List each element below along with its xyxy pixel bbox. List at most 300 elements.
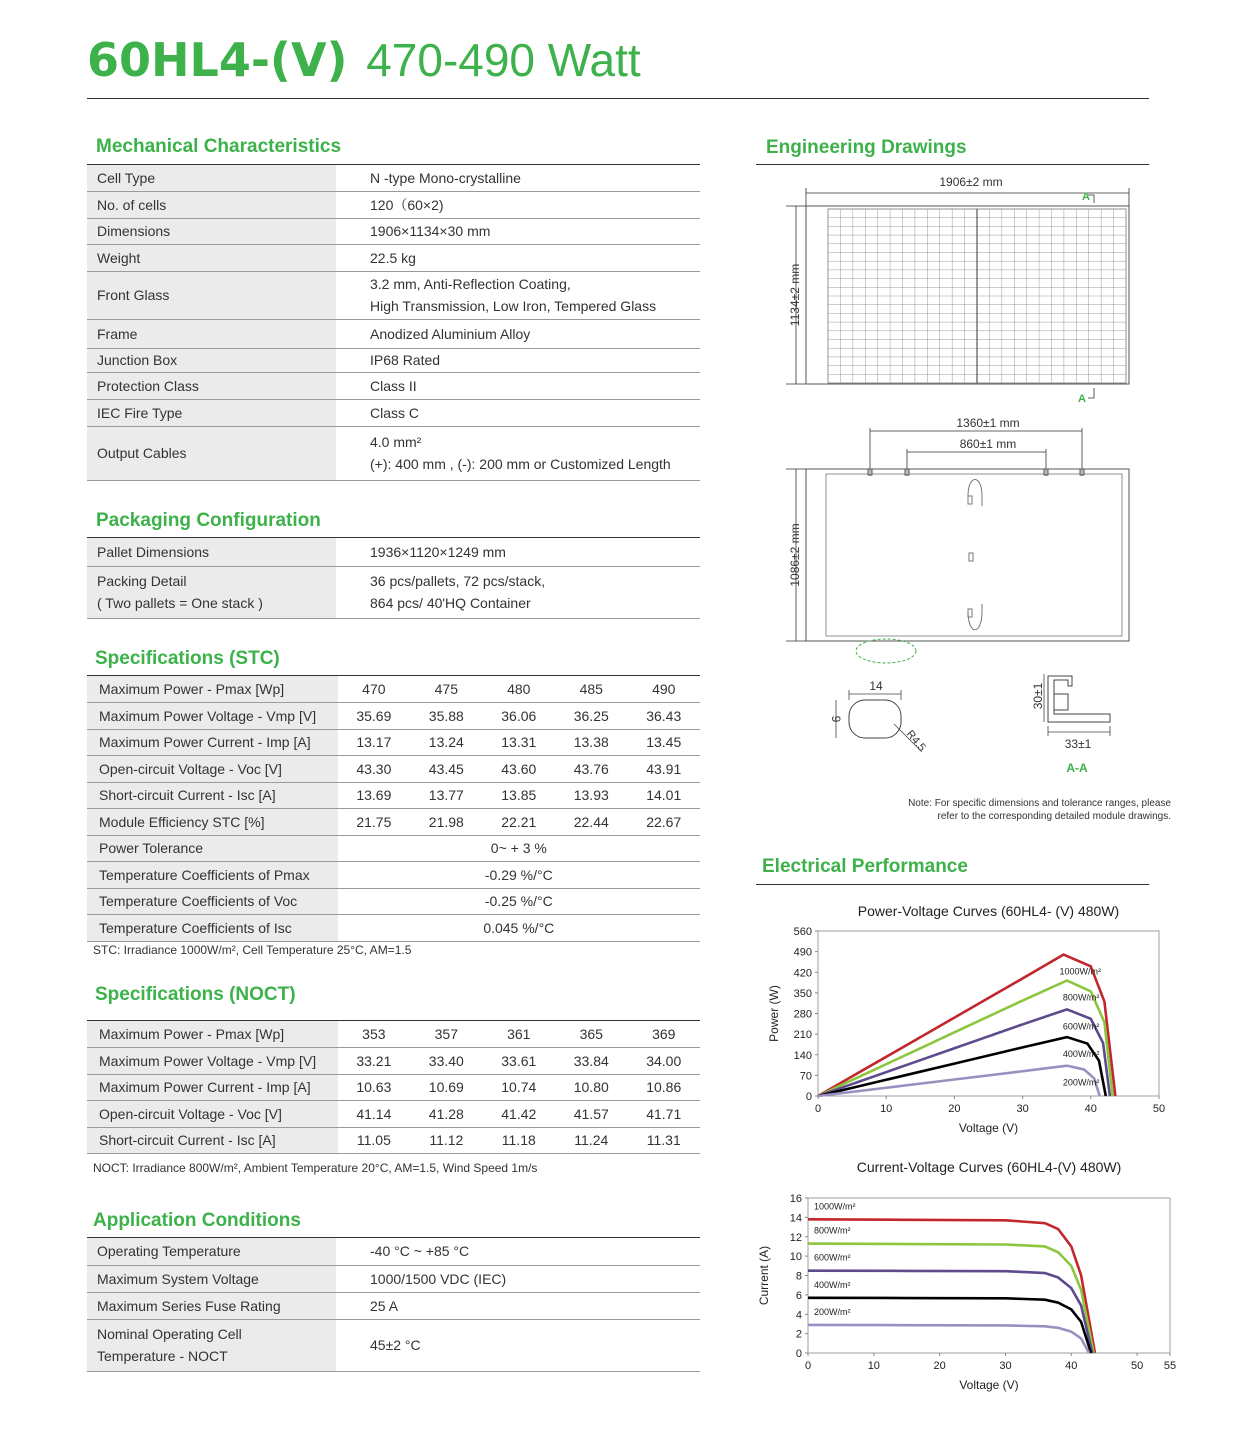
stc-value-cell [555, 676, 627, 703]
stc-label: Temperature Coefficients of Isc [99, 919, 292, 936]
back-height-label: 1086±2 mm [788, 523, 802, 587]
stc-value-cell [338, 782, 410, 809]
y-tick-label: 560 [793, 926, 812, 938]
series-label: 1000W/m² [1059, 966, 1102, 977]
hole-height-label: 9 [829, 715, 843, 723]
stc-span-value-cell [338, 835, 700, 862]
noct-value: 11.12 [429, 1132, 464, 1149]
stc-value: 35.88 [428, 707, 464, 724]
stc-value: 480 [507, 681, 531, 697]
y-tick-label: 12 [789, 1231, 802, 1244]
stc-value: 13.69 [356, 787, 392, 804]
stc-value: 35.69 [356, 707, 392, 724]
noct-value-cell [555, 1021, 627, 1048]
application-value-cell [336, 1265, 700, 1292]
stc-span-value-cell [338, 915, 700, 942]
front-height-label: 1134±2 mm [788, 263, 802, 327]
mechanical-label-cell [87, 372, 336, 399]
noct-value: 10.74 [501, 1079, 537, 1096]
noct-value-cell [338, 1074, 410, 1101]
mechanical-label: Front Glass [97, 287, 170, 303]
noct-value: 41.28 [428, 1105, 464, 1122]
stc-value-cell [555, 782, 627, 809]
noct-value-cell [483, 1074, 555, 1101]
stc-span-value: 0~ + 3 % [490, 840, 547, 857]
noct-label: Open-circuit Voltage - Voc [99, 1105, 261, 1122]
stc-unit: [V] [298, 707, 317, 724]
stc-value: 14.01 [646, 787, 682, 804]
noct-unit: [A] [293, 1079, 311, 1096]
noct-value-cell [628, 1074, 701, 1101]
packaging-row [87, 566, 700, 618]
stc-span-row [87, 915, 700, 942]
noct-value-cell [483, 1101, 555, 1128]
x-tick-label: 50 [1152, 1103, 1166, 1115]
noct-value-cell [483, 1048, 555, 1075]
stc-heading: Specifications (STC) [95, 648, 280, 669]
application-value-cell [336, 1238, 700, 1265]
mechanical-value-cell [336, 348, 700, 372]
stc-value-cell [628, 782, 701, 809]
stc-value: 13.45 [646, 734, 682, 751]
noct-label-cell [87, 1048, 338, 1075]
packaging-heading: Packaging Configuration [96, 510, 321, 531]
noct-label-cell [87, 1127, 338, 1154]
noct-note: NOCT: Irradiance 800W/m², Ambient Temperature 20°C, AM=1.5, Wind Speed 1m/s [93, 1161, 538, 1175]
mechanical-row [87, 191, 700, 218]
x-tick-label: 30 [999, 1360, 1012, 1372]
mechanical-row [87, 244, 700, 271]
mechanical-row [87, 319, 700, 348]
mechanical-row [87, 348, 700, 372]
stc-value-cell [410, 782, 482, 809]
x-tick-label: 40 [1065, 1360, 1078, 1372]
mechanical-value-cell [336, 165, 700, 191]
section-a-a-label: A-A [1066, 761, 1088, 775]
stc-value-cell [338, 756, 410, 783]
series-label: 400W/m² [1062, 1049, 1100, 1060]
power-voltage-chart [756, 896, 1186, 1146]
x-tick-label: 20 [948, 1103, 961, 1115]
series-label: 800W/m² [1062, 992, 1100, 1003]
noct-value: 41.14 [356, 1105, 392, 1122]
mechanical-value-cell [336, 191, 700, 218]
y-tick-label: 420 [793, 967, 812, 980]
stc-value: 13.24 [428, 734, 464, 751]
stc-value: 470 [362, 681, 386, 697]
series-label: 1000W/m² [814, 1201, 856, 1212]
noct-value: 33.61 [501, 1052, 537, 1069]
y-axis-label: Power (W) [767, 985, 781, 1042]
drawings-heading: Engineering Drawings [766, 137, 967, 158]
x-tick-label: 10 [880, 1103, 893, 1115]
stc-span-row [87, 862, 700, 889]
stc-value: 36.25 [573, 707, 609, 724]
stc-value-cell [555, 809, 627, 836]
stc-span-row [87, 888, 700, 915]
front-width-label: 1906±2 mm [939, 175, 1003, 189]
stc-label: Maximum Power Current - Imp [99, 734, 290, 751]
stc-label-cell [87, 915, 338, 942]
noct-value-cell [410, 1048, 482, 1075]
mechanical-value-cell [336, 319, 700, 348]
y-tick-label: 140 [793, 1049, 812, 1062]
mechanical-value-cell [336, 244, 700, 271]
noct-value-cell [628, 1101, 701, 1128]
mechanical-label: Output Cables [97, 445, 187, 461]
noct-value-cell [483, 1021, 555, 1048]
application-value: 1000/1500 VDC (IEC) [370, 1270, 507, 1287]
mechanical-value: (+): 400 mm , (-): 200 mm or Customized Length [370, 456, 671, 472]
noct-row [87, 1074, 700, 1101]
stc-value: 13.93 [573, 787, 609, 804]
stc-unit: [V] [264, 760, 282, 777]
stc-label-cell [87, 862, 338, 889]
noct-heading: Specifications (NOCT) [95, 984, 296, 1005]
noct-value: 33.40 [428, 1052, 464, 1069]
stc-value: 22.67 [646, 813, 682, 830]
noct-label-cell [87, 1101, 338, 1128]
mechanical-label-cell [87, 271, 336, 319]
application-label: Maximum System Voltage [97, 1270, 259, 1287]
noct-value-cell [410, 1021, 482, 1048]
mechanical-label-cell [87, 426, 336, 480]
x-axis-label: Voltage (V) [958, 1121, 1019, 1135]
mount-outer-label: 1360±1 mm [956, 416, 1020, 430]
series-label: 200W/m² [1062, 1077, 1100, 1088]
application-row [87, 1319, 700, 1371]
application-label-cell [87, 1238, 336, 1265]
stc-value-cell [628, 809, 701, 836]
x-tick-label: 50 [1130, 1360, 1144, 1372]
stc-value: 43.91 [646, 760, 682, 777]
noct-unit: [V] [264, 1105, 282, 1122]
packaging-label: Pallet Dimensions [97, 543, 210, 560]
stc-value-cell [483, 676, 555, 703]
noct-value-cell [555, 1127, 627, 1154]
y-tick-label: 0 [805, 1091, 812, 1103]
packaging-label-cell [87, 538, 336, 566]
packaging-value-cell [336, 566, 700, 618]
stc-row [87, 703, 700, 730]
application-label-cell [87, 1319, 336, 1371]
noct-value-cell [555, 1048, 627, 1075]
y-tick-label: 16 [789, 1193, 802, 1205]
application-value: 25 A [370, 1297, 399, 1314]
mechanical-row [87, 372, 700, 399]
noct-value-cell [483, 1127, 555, 1154]
mechanical-label: Weight [97, 249, 141, 266]
noct-label: Maximum Power Current - Imp [99, 1079, 290, 1096]
stc-note: STC: Irradiance 1000W/m², Cell Temperature 25°C, AM=1.5 [93, 943, 412, 957]
noct-value-cell [410, 1074, 482, 1101]
mechanical-value: 120（60×2) [370, 196, 444, 213]
application-label: Operating Temperature [97, 1243, 241, 1260]
stc-row [87, 676, 700, 703]
noct-value: 33.84 [573, 1052, 609, 1069]
packaging-label-cell [87, 566, 336, 618]
stc-label-cell [87, 703, 338, 730]
x-tick-label: 0 [814, 1103, 822, 1115]
application-label-cell [87, 1292, 336, 1319]
application-value: 45±2 °C [370, 1337, 421, 1353]
stc-label-cell [87, 729, 338, 756]
mechanical-row [87, 218, 700, 244]
stc-value-cell [628, 729, 701, 756]
stc-unit: [A] [258, 787, 276, 804]
mechanical-label: Dimensions [97, 223, 171, 239]
mechanical-label-cell [87, 165, 336, 191]
noct-value: 33.21 [356, 1052, 392, 1069]
application-label: Maximum Series Fuse Rating [97, 1297, 281, 1314]
mechanical-label: IEC Fire Type [97, 404, 183, 421]
mechanical-row [87, 426, 700, 480]
y-tick-label: 6 [795, 1289, 802, 1302]
back-view [786, 428, 1129, 663]
y-tick-label: 8 [795, 1270, 802, 1283]
y-tick-label: 0 [795, 1348, 802, 1360]
noct-value-cell [338, 1048, 410, 1075]
stc-value-cell [628, 676, 701, 703]
noct-row [87, 1127, 700, 1154]
model-name: 60HL4-(V) [87, 33, 348, 87]
stc-value-cell [483, 809, 555, 836]
mechanical-value-cell [336, 218, 700, 244]
packaging-value: 36 pcs/pallets, 72 pcs/stack, [370, 573, 546, 589]
stc-value-cell [338, 809, 410, 836]
drawing-note-line-1: Note: For specific dimensions and tolerance ranges, please [908, 798, 1171, 809]
stc-value: 43.45 [428, 760, 464, 777]
stc-value-cell [628, 703, 701, 730]
y-tick-label: 210 [793, 1029, 812, 1042]
stc-value-cell [338, 729, 410, 756]
mechanical-label: Junction Box [97, 352, 178, 368]
frame-profile [1044, 674, 1110, 736]
chart-title: Current-Voltage Curves (60HL4-(V) 480W) [856, 1159, 1122, 1175]
noct-value-cell [410, 1127, 482, 1154]
noct-value: 10.69 [428, 1079, 464, 1096]
stc-label-cell [87, 809, 338, 836]
noct-unit: [A] [258, 1132, 276, 1149]
series-label: 800W/m² [814, 1225, 851, 1236]
stc-value: 21.98 [428, 813, 464, 830]
stc-value: 22.44 [573, 813, 609, 830]
stc-value-cell [410, 809, 482, 836]
stc-span-value: -0.29 %/°C [484, 866, 553, 883]
stc-label: Maximum Power - Pmax [99, 681, 252, 697]
stc-label: Module Efficiency STC [99, 813, 241, 830]
drawing-note-line-2: refer to the corresponding detailed module drawings. [937, 811, 1171, 822]
stc-label-cell [87, 676, 338, 703]
mechanical-value: 1906×1134×30 mm [370, 223, 491, 239]
series-label: 400W/m² [814, 1279, 851, 1290]
noct-label-cell [87, 1074, 338, 1101]
front-view [786, 188, 1129, 398]
application-row [87, 1292, 700, 1319]
application-table [87, 1238, 700, 1372]
stc-unit: [A] [293, 734, 311, 751]
x-tick-label: 10 [867, 1360, 880, 1372]
y-tick-label: 280 [793, 1008, 812, 1021]
stc-span-value-cell [338, 862, 700, 889]
stc-unit: [%] [244, 813, 265, 830]
noct-row [87, 1021, 700, 1048]
packaging-value-cell [336, 538, 700, 566]
noct-value: 361 [507, 1026, 531, 1042]
current-voltage-chart [756, 1152, 1186, 1402]
x-tick-label: 40 [1084, 1103, 1097, 1115]
noct-value: 357 [434, 1026, 458, 1042]
stc-value-cell [338, 703, 410, 730]
mount-inner-label: 860±1 mm [959, 437, 1017, 451]
stc-span-value-cell [338, 888, 700, 915]
noct-unit: [Wp] [255, 1026, 285, 1042]
y-tick-label: 10 [789, 1251, 802, 1264]
section-marker-top: A [1082, 191, 1090, 203]
mechanical-row [87, 271, 700, 319]
application-value: -40 °C ~ +85 °C [370, 1243, 470, 1260]
x-tick-label: 0 [804, 1360, 812, 1372]
x-tick-label: 55 [1163, 1360, 1177, 1372]
stc-value-cell [338, 676, 410, 703]
mechanical-value: 22.5 kg [370, 249, 416, 266]
mechanical-value: Anodized Aluminium Alloy [370, 325, 531, 342]
stc-span-row [87, 835, 700, 862]
noct-value: 41.57 [573, 1105, 609, 1122]
mechanical-row [87, 399, 700, 426]
stc-value: 13.17 [356, 734, 392, 751]
mechanical-label-cell [87, 399, 336, 426]
noct-value: 11.18 [501, 1132, 536, 1149]
stc-row [87, 729, 700, 756]
stc-value: 22.21 [501, 813, 537, 830]
stc-value-cell [410, 676, 482, 703]
power-range: 470-490 Watt [366, 34, 641, 86]
mechanical-value: Class II [370, 377, 417, 394]
noct-value-cell [555, 1074, 627, 1101]
stc-value: 43.76 [573, 760, 609, 777]
series-label: 200W/m² [814, 1306, 851, 1317]
series-label: 600W/m² [1062, 1021, 1100, 1032]
noct-table [87, 1021, 700, 1154]
stc-value: 13.77 [428, 787, 464, 804]
noct-unit: [V] [298, 1052, 317, 1069]
stc-value: 13.31 [501, 734, 537, 751]
x-tick-label: 30 [1016, 1103, 1029, 1115]
packaging-row [87, 538, 700, 566]
stc-value-cell [555, 703, 627, 730]
stc-label: Power Tolerance [99, 840, 204, 857]
stc-value: 13.85 [501, 787, 537, 804]
stc-value-cell [483, 782, 555, 809]
series-label: 600W/m² [814, 1252, 851, 1263]
application-label: Temperature - NOCT [97, 1348, 228, 1364]
noct-value: 369 [652, 1026, 676, 1042]
stc-value: 21.75 [356, 813, 392, 830]
application-label-cell [87, 1265, 336, 1292]
stc-value: 36.06 [501, 707, 537, 724]
frame-height-label: 30±1 [1031, 682, 1045, 710]
packaging-label: Packing Detail [97, 573, 187, 589]
packaging-table [87, 538, 700, 619]
stc-span-value: -0.25 %/°C [484, 893, 553, 910]
stc-value: 475 [434, 681, 458, 697]
noct-value: 365 [579, 1026, 603, 1042]
y-tick-label: 350 [793, 987, 812, 1000]
stc-label: Temperature Coefficients of Voc [99, 893, 298, 910]
mechanical-value: 4.0 mm² [370, 434, 422, 450]
stc-label: Temperature Coefficients of Pmax [99, 866, 310, 883]
noct-value-cell [628, 1048, 701, 1075]
noct-label: Maximum Power - Pmax [99, 1026, 252, 1042]
mechanical-table [87, 165, 700, 481]
mechanical-value: High Transmission, Low Iron, Tempered Glass [370, 298, 657, 314]
stc-value-cell [483, 703, 555, 730]
mechanical-label: No. of cells [97, 196, 167, 213]
application-label: Nominal Operating Cell [97, 1326, 242, 1342]
mechanical-heading: Mechanical Characteristics [96, 136, 342, 157]
stc-value-cell [483, 729, 555, 756]
section-marker-bottom: A [1078, 393, 1086, 405]
mechanical-row [87, 165, 700, 191]
noct-value: 10.63 [356, 1079, 392, 1096]
noct-row [87, 1048, 700, 1075]
y-tick-label: 4 [795, 1309, 802, 1322]
noct-value: 11.05 [356, 1132, 391, 1149]
stc-label-cell [87, 756, 338, 783]
stc-span-value: 0.045 %/°C [483, 919, 555, 936]
stc-label-cell [87, 782, 338, 809]
mechanical-value: IP68 Rated [370, 352, 441, 368]
application-row [87, 1238, 700, 1265]
stc-value-cell [628, 756, 701, 783]
noct-label: Maximum Power Voltage - Vmp [99, 1052, 296, 1069]
stc-label-cell [87, 888, 338, 915]
title-divider [87, 98, 1149, 99]
noct-value: 11.31 [646, 1132, 681, 1149]
y-tick-label: 70 [799, 1070, 812, 1083]
noct-value-cell [628, 1127, 701, 1154]
mechanical-value: 3.2 mm, Anti-Reflection Coating, [370, 276, 571, 292]
stc-value-cell [555, 756, 627, 783]
noct-value: 41.42 [501, 1105, 537, 1122]
packaging-value: 864 pcs/ 40'HQ Container [370, 595, 531, 611]
mechanical-value-cell [336, 399, 700, 426]
stc-label: Open-circuit Voltage - Voc [99, 760, 261, 777]
mechanical-value-cell [336, 426, 700, 480]
chart-title: Power-Voltage Curves (60HL4- (V) 480W) [857, 903, 1120, 919]
electrical-heading: Electrical Performance [762, 856, 968, 877]
noct-value-cell [338, 1101, 410, 1128]
noct-row [87, 1101, 700, 1128]
stc-label: Maximum Power Voltage - Vmp [99, 707, 296, 724]
stc-label-cell [87, 835, 338, 862]
hole-radius-label: R4.5 [903, 728, 928, 754]
mechanical-label-cell [87, 348, 336, 372]
stc-value-cell [483, 756, 555, 783]
engineering-drawings [756, 166, 1186, 826]
series-line [808, 1325, 1089, 1353]
y-axis-label: Current (A) [757, 1245, 771, 1306]
stc-value: 36.43 [646, 707, 682, 724]
y-tick-label: 14 [789, 1212, 802, 1225]
mechanical-label-cell [87, 191, 336, 218]
mechanical-value-cell [336, 372, 700, 399]
stc-row [87, 809, 700, 836]
mechanical-label-cell [87, 244, 336, 271]
stc-value: 13.38 [573, 734, 609, 751]
application-row [87, 1265, 700, 1292]
